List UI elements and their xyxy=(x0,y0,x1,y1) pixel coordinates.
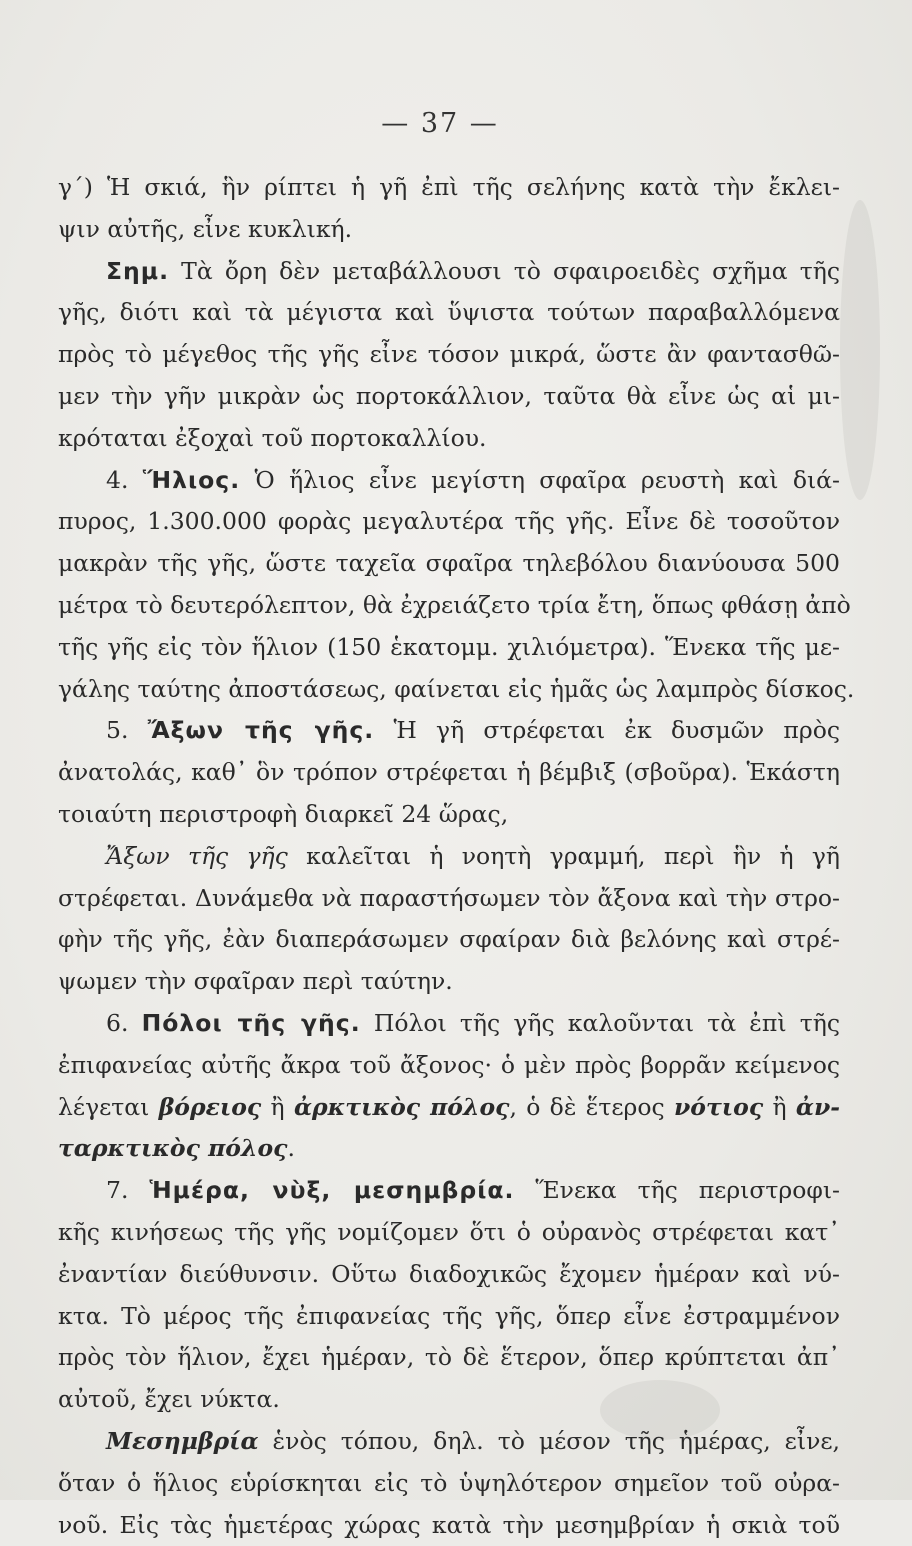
text-segment: στρέφεται. Δυνάμεθα νὰ παραστήσωμεν τὸν ἄξονα καὶ τὴν στρο- xyxy=(58,884,840,912)
text-segment: ψωμεν τὴν σφαῖραν περὶ ταύτην. xyxy=(58,967,453,995)
text-line xyxy=(58,376,840,418)
text-line xyxy=(58,919,840,961)
text-line xyxy=(58,794,840,836)
text-line xyxy=(58,585,840,627)
text-segment: μακρὰν τῆς γῆς, ὥστε ταχεῖα σφαῖρα τηλεβόλου διανύουσα 500 xyxy=(58,549,840,577)
text-line xyxy=(58,167,840,209)
text-line xyxy=(58,334,840,376)
text-line xyxy=(58,1128,840,1170)
text-segment: τοιαύτη περιστροφὴ διαρκεῖ 24 ὥρας, xyxy=(58,800,508,828)
page-number: — 37 — xyxy=(0,108,880,139)
section-heading: Σημ. xyxy=(106,257,169,285)
emphasized-term: ταρκτικὸς πόλος xyxy=(58,1134,287,1162)
text-line xyxy=(58,209,840,251)
text-segment: Τὰ ὄρη δὲν μεταβάλλουσι τὸ σφαιροειδὲς σχῆμα τῆς xyxy=(169,257,840,285)
text-segment: πρὸς τὸ μέγεθος τῆς γῆς εἶνε τόσον μικρά, ὥστε ἂν φαντασθῶ- xyxy=(58,340,840,368)
text-segment: . xyxy=(287,1134,294,1162)
text-segment: Ὁ ἥλιος εἶνε μεγίστη σφαῖρα ρευστὴ καὶ διά- xyxy=(240,466,840,494)
text-segment: ἑνὸς τόπου, δηλ. τὸ μέσον τῆς ἡμέρας, εἶνε, xyxy=(259,1427,840,1455)
emphasized-term: ἀν- xyxy=(796,1093,840,1121)
text-line xyxy=(58,1337,840,1379)
text-segment: κρόταται ἐξοχαὶ τοῦ πορτοκαλλίου. xyxy=(58,424,487,452)
text-line xyxy=(58,418,840,460)
emphasized-term: Μεσημβρία xyxy=(106,1427,259,1455)
body-text xyxy=(58,167,840,1546)
text-segment: , ὁ δὲ ἕτερος xyxy=(509,1093,674,1121)
text-segment: Ἡ γῆ στρέφεται ἐκ δυσμῶν πρὸς xyxy=(374,716,840,744)
text-line xyxy=(58,501,840,543)
text-segment: μεν τὴν γῆν μικρὰν ὡς πορτοκάλλιον, ταῦτα θὰ εἶνε ὡς αἱ μι- xyxy=(58,382,840,410)
emphasized-term: βόρειος xyxy=(159,1093,262,1121)
section-heading: Ἡμέρα, νὺξ, μεσημβρία. xyxy=(149,1176,514,1204)
emphasized-term: νότιος xyxy=(674,1093,763,1121)
text-segment: μέτρα τὸ δευτερόλεπτον, θὰ ἐχρειάζετο τρία ἔτη, ὅπως φθάσῃ ἀπὸ xyxy=(58,591,851,619)
text-line xyxy=(58,1296,840,1338)
text-line xyxy=(58,292,840,334)
text-line xyxy=(58,460,840,502)
text-line xyxy=(58,669,840,711)
text-line xyxy=(58,878,840,920)
text-line xyxy=(58,1003,840,1045)
section-heading: Ἥλιος. xyxy=(143,466,240,494)
text-segment: γῆς, διότι καὶ τὰ μέγιστα καὶ ὕψιστα τούτων παραβαλλόμενα xyxy=(58,298,840,326)
text-line xyxy=(58,1087,840,1129)
text-line xyxy=(58,1045,840,1087)
emphasized-term: Ἄξων τῆς γῆς xyxy=(106,842,288,870)
text-line xyxy=(58,752,840,794)
text-segment: γάλης ταύτης ἀποστάσεως, φαίνεται εἰς ἡμᾶς ὡς λαμπρὸς δίσκος. xyxy=(58,675,854,703)
text-segment: τῆς γῆς εἰς τὸν ἥλιον (150 ἑκατομμ. χιλιόμετρα). Ἕνεκα τῆς με- xyxy=(58,633,840,661)
text-line xyxy=(58,836,840,878)
text-segment: ἢ xyxy=(261,1093,294,1121)
text-segment: Πόλοι τῆς γῆς καλοῦνται τὰ ἐπὶ τῆς xyxy=(361,1009,840,1037)
text-segment: κτα. Τὸ μέρος τῆς ἐπιφανείας τῆς γῆς, ὅπερ εἶνε ἐστραμμένον xyxy=(58,1302,840,1330)
text-segment: 4. xyxy=(106,466,143,494)
text-segment: ὅταν ὁ ἥλιος εὑρίσκηται εἰς τὸ ὑψηλότερον σημεῖον τοῦ οὐρα- xyxy=(58,1469,840,1497)
text-segment: 7. xyxy=(106,1176,149,1204)
text-line xyxy=(58,961,840,1003)
text-line xyxy=(58,1505,840,1546)
text-segment: 6. xyxy=(106,1009,142,1037)
text-segment: λέγεται xyxy=(58,1093,159,1121)
text-line xyxy=(58,1212,840,1254)
text-segment: κῆς κινήσεως τῆς γῆς νομίζομεν ὅτι ὁ οὐρανὸς στρέφεται κατ᾽ xyxy=(58,1218,840,1246)
text-segment: φὴν τῆς γῆς, ἐὰν διαπεράσωμεν σφαίραν διὰ βελόνης καὶ στρέ- xyxy=(58,925,840,953)
text-line xyxy=(58,1463,840,1505)
text-line xyxy=(58,627,840,669)
text-segment: 5. xyxy=(106,716,148,744)
text-line xyxy=(58,1379,840,1421)
text-line xyxy=(58,710,840,752)
text-segment: νοῦ. Εἰς τὰς ἡμετέρας χώρας κατὰ τὴν μεσημβρίαν ἡ σκιὰ τοῦ xyxy=(58,1511,840,1539)
text-line xyxy=(58,543,840,585)
text-segment: καλεῖται ἡ νοητὴ γραμμή, περὶ ἣν ἡ γῆ xyxy=(288,842,840,870)
emphasized-term: ἀρκτικὸς πόλος xyxy=(294,1093,509,1121)
text-segment: γ´) Ἡ σκιά, ἣν ρίπτει ἡ γῆ ἐπὶ τῆς σελήνης κατὰ τὴν ἔκλει- xyxy=(58,173,840,201)
text-segment: ψιν αὐτῆς, εἶνε κυκλική. xyxy=(58,215,352,243)
text-line xyxy=(58,251,840,293)
text-segment: πυρος, 1.300.000 φορὰς μεγαλυτέρα τῆς γῆς. Εἶνε δὲ τοσοῦτον xyxy=(58,507,840,535)
text-segment: πρὸς τὸν ἥλιον, ἔχει ἡμέραν, τὸ δὲ ἕτερον, ὅπερ κρύπτεται ἀπ᾽ xyxy=(58,1343,840,1371)
text-segment: ἐπιφανείας αὐτῆς ἄκρα τοῦ ἄξονος· ὁ μὲν πρὸς βορρᾶν κείμενος xyxy=(58,1051,840,1079)
text-line xyxy=(58,1170,840,1212)
paper-edge-shadow xyxy=(840,200,880,500)
text-segment: ἢ xyxy=(763,1093,796,1121)
text-line xyxy=(58,1421,840,1463)
text-segment: ἐναντίαν διεύθυνσιν. Οὕτω διαδοχικῶς ἔχομεν ἡμέραν καὶ νύ- xyxy=(58,1260,840,1288)
text-segment: αὐτοῦ, ἔχει νύκτα. xyxy=(58,1385,280,1413)
text-segment: Ἕνεκα τῆς περιστροφι- xyxy=(514,1176,840,1204)
text-line xyxy=(58,1254,840,1296)
text-segment: ἀνατολάς, καθ᾽ ὃν τρόπον στρέφεται ἡ βέμβιξ (σβοῦρα). Ἑκάστη xyxy=(58,758,840,786)
section-heading: Ἄξων τῆς γῆς. xyxy=(148,716,375,744)
section-heading: Πόλοι τῆς γῆς. xyxy=(142,1009,361,1037)
